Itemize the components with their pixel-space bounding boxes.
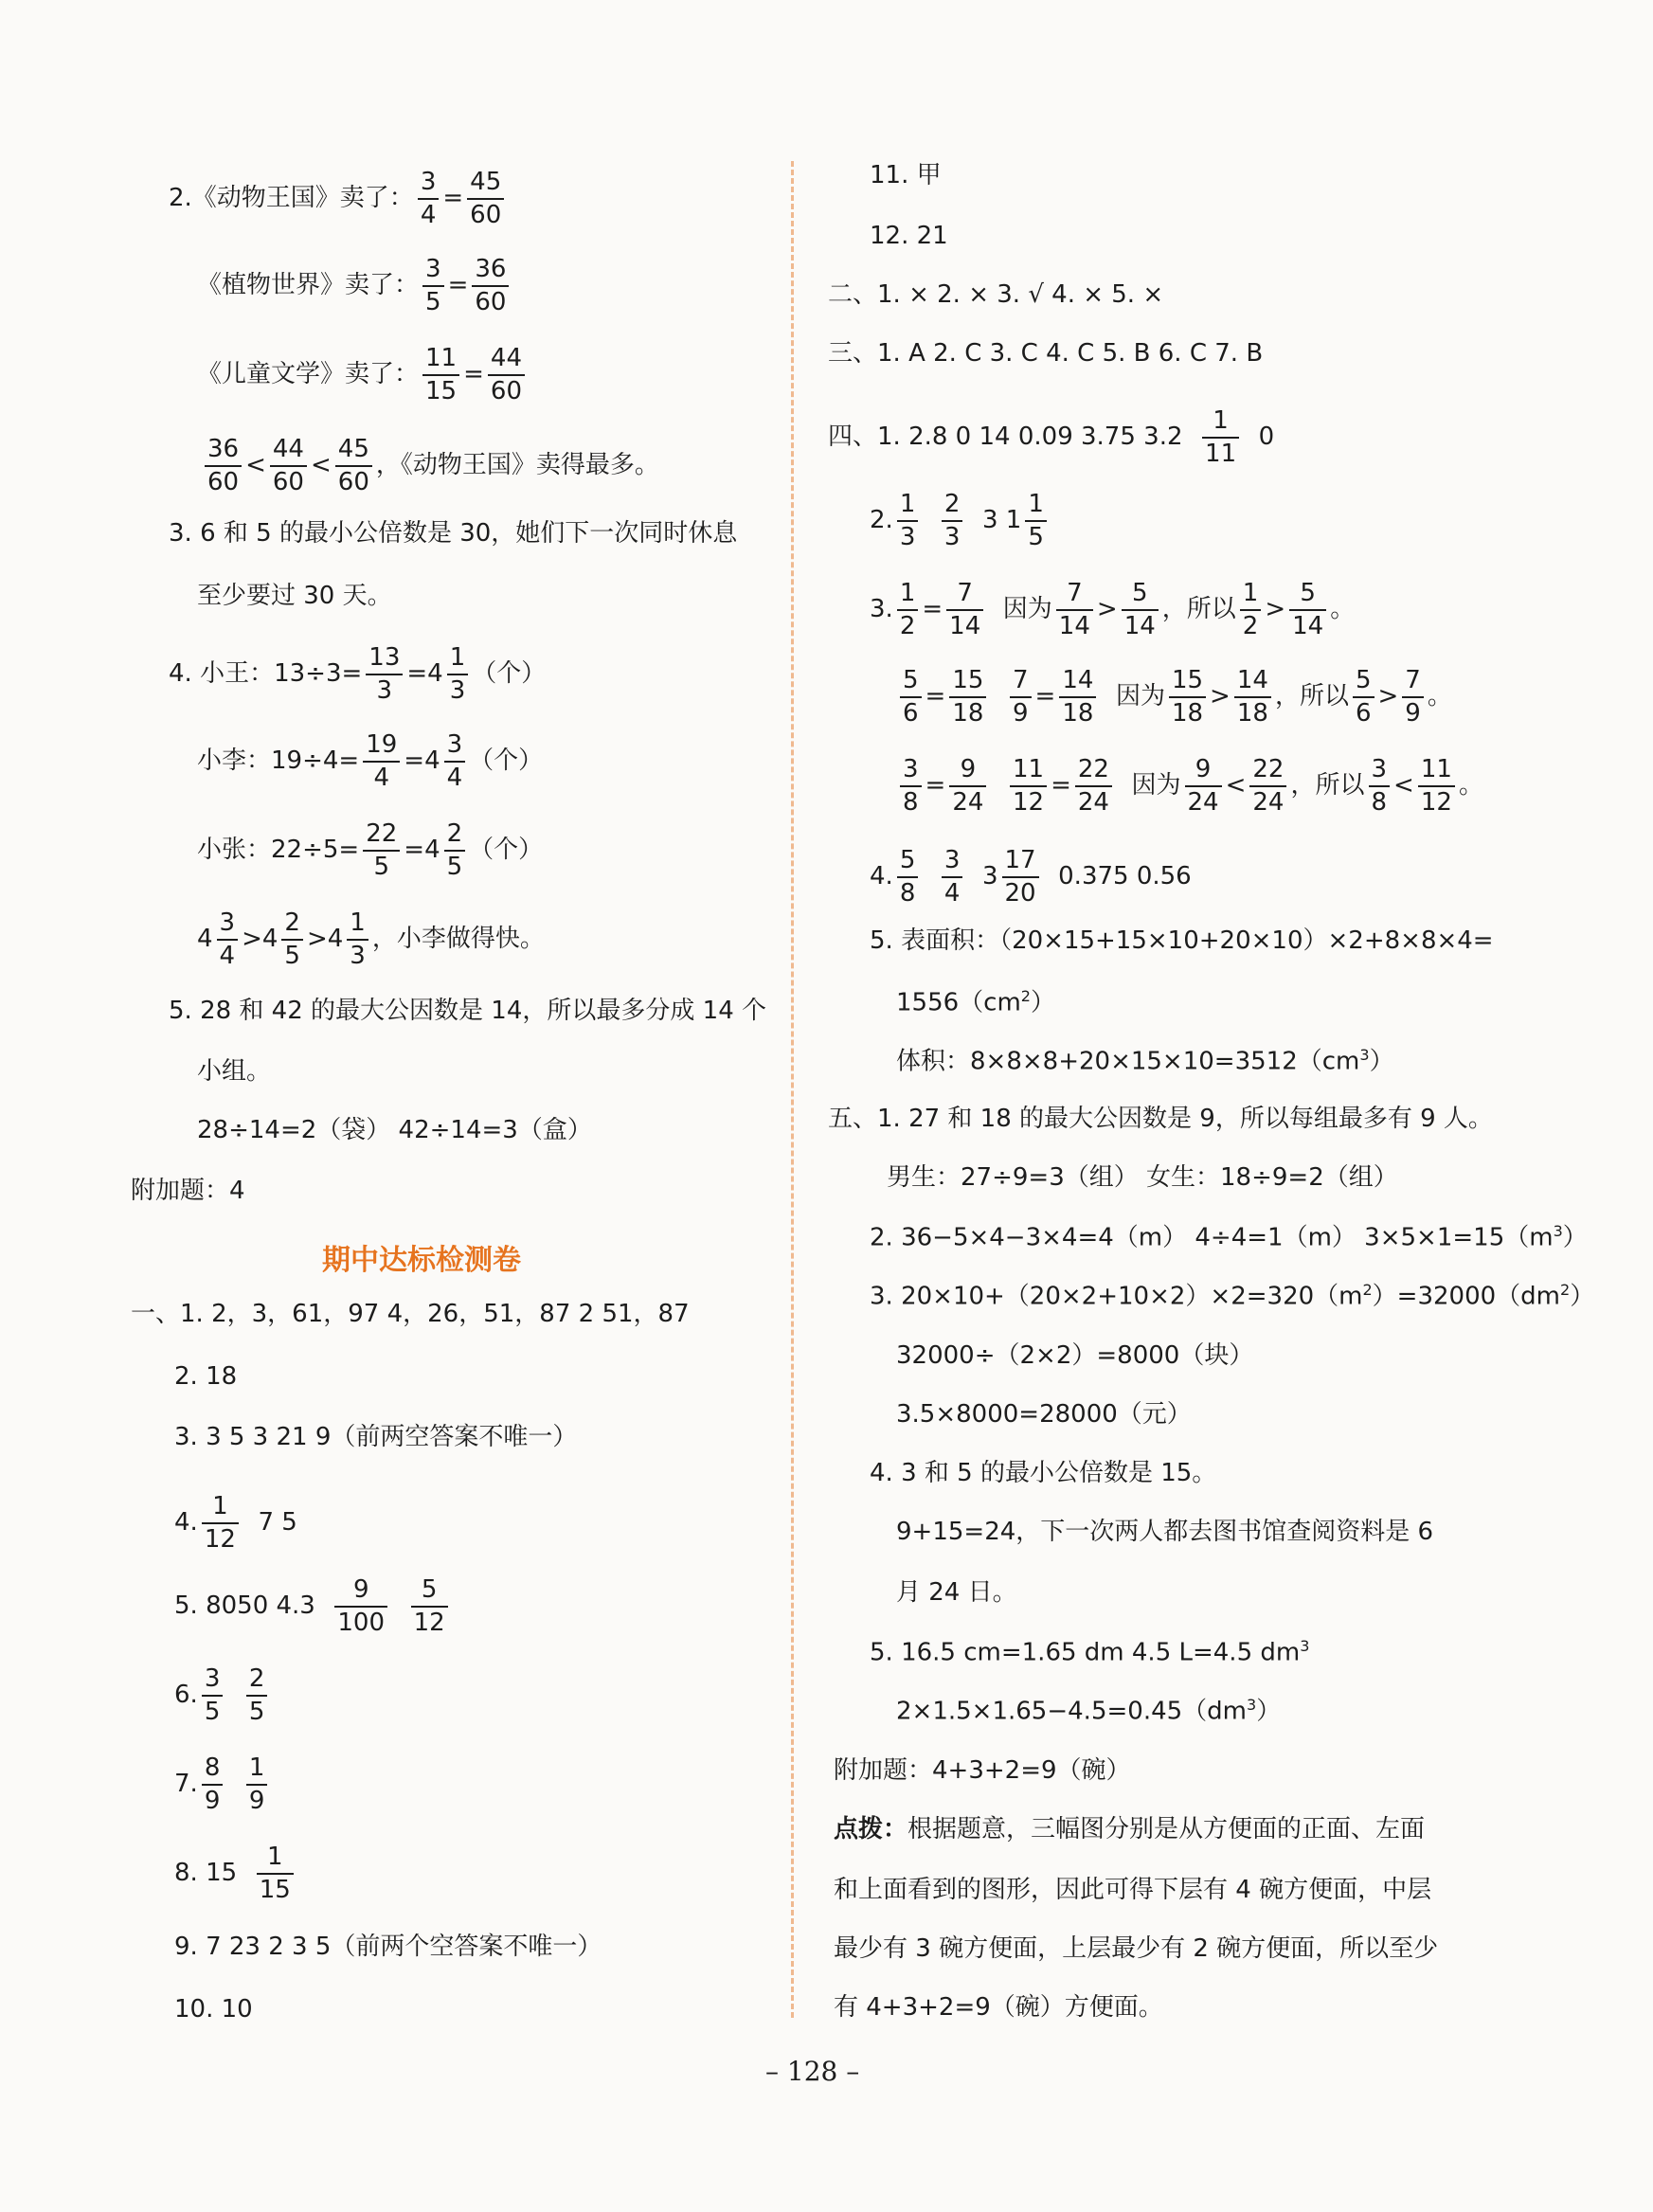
answer-q2-line2: 《植物世界》卖了： $\frac{3}{5}$ = $\frac{36}{60}$ — [197, 256, 512, 315]
s3-answers: 三、1. A 2. C 3. C 4. C 5. B 6. C 7. B — [828, 339, 1264, 368]
s5-answer-1b: 男生：27÷9=3（组） 女生：18÷9=2（组） — [887, 1163, 1398, 1192]
answer-q4-line3: 小张：22÷5= $\frac{22}{5}$ =4 $\frac{2}{5}$ （个） — [197, 819, 544, 881]
page-number: – 128 – — [765, 2056, 860, 2087]
hint-line2: 和上面看到的图形，因此可得下层有 4 碗方便面，中层 — [834, 1876, 1432, 1904]
answer-q4-line2: 小李：19÷4= $\frac{19}{4}$ =4 $\frac{3}{4}$ （个） — [197, 730, 544, 792]
s4-answer-3b: $\frac{5}{6}$ = $\frac{15}{18}$ $\frac{7}{9}$ = $\frac{14}{18}$ 因为 $\frac{15}{18}$ > $\frac{14}{18}$ ，所以 $\frac{5}{6}$ > $\frac{7}{9}$ 。 — [896, 667, 1452, 727]
answer-q2-line3: 《儿童文学》卖了： $\frac{11}{15}$ = $\frac{44}{60}$ — [197, 345, 529, 405]
s1-answer-7: 7. $\frac{8}{9}$ $\frac{1}{9}$ — [174, 1754, 271, 1814]
s4-answer-5-line1: 5. 表面积：（20×15+15×10+20×10）×2+8×8×4= — [870, 926, 1494, 955]
answer-r12: 12. 21 — [870, 222, 948, 250]
s4-answer-3a: 3. $\frac{1}{2}$ = $\frac{7}{14}$ 因为 $\frac{7}{14}$ > $\frac{5}{14}$ ，所以 $\frac{1}{2}$ > $\frac{5}{14}$ 。 — [870, 579, 1356, 640]
answer-q2-line1: 2.《动物王国》卖了： $\frac{3}{4}$ = $\frac{45}{60}$ — [169, 169, 508, 228]
s5-answer-1: 五、1. 27 和 18 的最大公因数是 9，所以每组最多有 9 人。 — [828, 1105, 1493, 1133]
s5-answer-3c: 3.5×8000=28000（元） — [896, 1400, 1192, 1429]
s1-answer-3: 3. 3 5 3 21 9（前两空答案不唯一） — [174, 1423, 578, 1451]
s4-answer-5-line2: $1556(cm^2)$ — [896, 987, 1055, 1017]
s4-answer-3c: $\frac{3}{8}$ = $\frac{9}{24}$ $\frac{11}{12}$ = $\frac{22}{24}$ 因为 $\frac{9}{24}$ < $\frac{22}{24}$ ，所以 $\frac{3}{8}$ < $\frac{11}{12}$ 。 — [896, 756, 1483, 816]
s1-answer-2: 2. 18 — [174, 1362, 238, 1391]
hint-line3: 最少有 3 碗方便面，上层最少有 2 碗方便面，所以至少 — [834, 1934, 1439, 1963]
answer-q5-line2: 小组。 — [197, 1057, 272, 1086]
s4-answer-1: 四、1. 2.8 0 14 0.09 3.75 3.2 $\frac{1}{11}$ 0 — [828, 406, 1275, 468]
s4-answer-5-line3: 体积：$8\times 8\times 8+20\times 15\times 10=3512(cm^3)$ — [896, 1046, 1394, 1076]
s1-answer-1: 一、1. 2，3，61，97 4，26，51，87 2 51，87 — [131, 1300, 690, 1328]
answer-q2-compare: $\frac{36}{60}$ < $\frac{44}{60}$ < $\frac{45}{60}$ ，《动物王国》卖得最多。 — [201, 436, 659, 495]
column-divider — [791, 161, 794, 2018]
s5-answer-3b: 32000÷（2×2）=8000（块） — [896, 1341, 1254, 1370]
s5-answer-5: 5. 16.5 cm=1.65 dm 4.5 L=4.5 $dm^3$ — [870, 1637, 1310, 1667]
s5-answer-4b: 9+15=24，下一次两人都去图书馆查阅资料是 6 — [896, 1518, 1434, 1546]
s1-answer-6: 6. $\frac{3}{5}$ $\frac{2}{5}$ — [174, 1665, 271, 1725]
answer-q5-line3: 28÷14=2（袋） 42÷14=3（盒） — [197, 1116, 592, 1144]
s1-answer-10: 10. 10 — [174, 1995, 253, 2023]
answer-q5-line1: 5. 28 和 42 的最大公因数是 14，所以最多分成 14 个 — [169, 997, 766, 1025]
s5-answer-3: 3. $20\times 10+(20\times 2+10\times 2)\times 2=320(m^2)=32000(dm^2)$ — [870, 1281, 1595, 1311]
s4-answer-4: 4. $\frac{5}{8}$ $\frac{3}{4}$ 3 $\frac{17}{20}$ 0.375 0.56 — [870, 846, 1192, 908]
s1-answer-4: 4. $\frac{1}{12}$ 7 5 — [174, 1492, 297, 1554]
hint-line1: 点拨：根据题意，三幅图分别是从方便面的正面、左面 — [834, 1815, 1426, 1843]
s1-answer-5: 5. 8050 4.3 $\frac{9}{100}$ $\frac{5}{12}$ — [174, 1576, 452, 1636]
bonus-answer-left: 附加题：4 — [131, 1177, 245, 1205]
s5-answer-2: 2. 36−5×4−3×4=4（m） 4÷4=1（m） $3\times 5\times 1=15(m^3)$ — [870, 1222, 1588, 1252]
answer-q4-line1: 4. 小王：13÷3= $\frac{13}{3}$ =4 $\frac{1}{3}$ （个） — [169, 643, 547, 705]
s1-answer-9: 9. 7 23 2 3 5（前两个空答案不唯一） — [174, 1933, 602, 1961]
s5-answer-4c: 月 24 日。 — [896, 1578, 1017, 1607]
answer-q3-line1: 3. 6 和 5 的最小公倍数是 30，她们下一次同时休息 — [169, 519, 738, 548]
bonus-answer-right: 附加题：4+3+2=9（碗） — [834, 1756, 1131, 1785]
hint-line4: 有 4+3+2=9（碗）方便面。 — [834, 1993, 1163, 2022]
s5-answer-5b: $2\times 1.5\times 1.65-4.5=0.45(dm^3)$ — [896, 1696, 1282, 1726]
answer-r11: 11. 甲 — [870, 161, 942, 189]
s4-answer-2: 2. $\frac{1}{3}$ $\frac{2}{3}$ 3 1 $\frac{1}{5}$ — [870, 491, 1051, 550]
s2-answers: 二、1. × 2. × 3. √ 4. × 5. × — [828, 280, 1164, 309]
answer-q3-line2: 至少要过 30 天。 — [197, 582, 392, 610]
s5-answer-4: 4. 3 和 5 的最小公倍数是 15。 — [870, 1459, 1217, 1487]
s1-answer-8: 8. 15 $\frac{1}{15}$ — [174, 1843, 297, 1903]
answer-q4-compare: 4 $\frac{3}{4}$ >4 $\frac{2}{5}$ >4 $\frac{1}{3}$ ，小李做得快。 — [197, 908, 545, 970]
section-title: 期中达标检测卷 — [322, 1244, 521, 1277]
